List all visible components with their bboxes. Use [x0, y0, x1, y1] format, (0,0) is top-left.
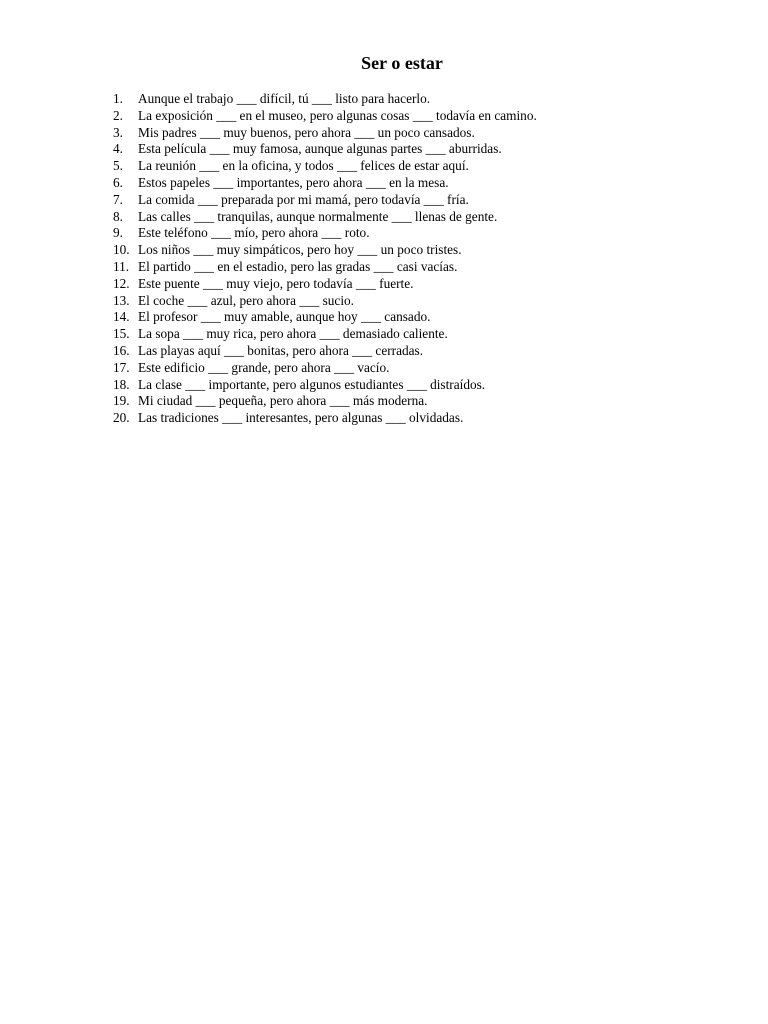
item-number: 2.	[113, 107, 123, 123]
item-number: 3.	[113, 124, 123, 140]
item-text: Mis padres ___ muy buenos, pero ahora ___ un poco cansados.	[138, 124, 475, 140]
item-text: Este puente ___ muy viejo, pero todavía ___ fuerte.	[138, 275, 414, 291]
list-item	[113, 343, 537, 360]
list-item	[113, 125, 537, 142]
item-text: Este teléfono ___ mío, pero ahora ___ roto.	[138, 225, 370, 241]
item-text: Este edificio ___ grande, pero ahora ___ vacío.	[138, 359, 390, 375]
item-number: 18.	[113, 376, 130, 392]
item-text: La clase ___ importante, pero algunos estudiantes ___ distraídos.	[138, 376, 486, 392]
list-item	[113, 276, 537, 293]
item-number: 14.	[113, 309, 130, 325]
list-item	[113, 293, 537, 310]
item-text: Las calles ___ tranquilas, aunque normalmente ___ llenas de gente.	[138, 208, 498, 224]
item-number: 20.	[113, 410, 130, 426]
item-text: Mi ciudad ___ pequeña, pero ahora ___ más moderna.	[138, 393, 428, 409]
item-number: 1.	[113, 91, 123, 106]
item-number: 16.	[113, 342, 130, 358]
item-text: La exposición ___ en el museo, pero algunas cosas ___ todavía en camino.	[138, 107, 537, 123]
list-item	[113, 377, 537, 394]
list-item	[113, 192, 537, 209]
item-number: 13.	[113, 292, 130, 308]
list-item	[113, 175, 537, 192]
item-text: La comida ___ preparada por mi mamá, pero todavía ___ fría.	[138, 191, 469, 207]
item-number: 9.	[113, 225, 123, 241]
item-text: El partido ___ en el estadio, pero las gradas ___ casi vacías.	[138, 258, 458, 274]
item-number: 17.	[113, 359, 130, 375]
list-item	[113, 158, 537, 175]
item-text: El coche ___ azul, pero ahora ___ sucio.	[138, 292, 354, 308]
list-item	[113, 141, 537, 158]
item-text: Las tradiciones ___ interesantes, pero algunas ___ olvidadas.	[138, 410, 464, 426]
list-item	[113, 225, 537, 242]
list-item	[113, 360, 537, 377]
list-item	[113, 242, 537, 259]
item-text: La sopa ___ muy rica, pero ahora ___ demasiado caliente.	[138, 326, 448, 342]
item-text: La reunión ___ en la oficina, y todos ___ felices de estar aquí.	[138, 158, 469, 174]
item-number: 19.	[113, 393, 130, 409]
item-number: 5.	[113, 158, 123, 174]
item-number: 4.	[113, 141, 123, 157]
item-number: 7.	[113, 191, 123, 207]
item-number: 6.	[113, 174, 123, 190]
item-text: Estos papeles ___ importantes, pero ahora ___ en la mesa.	[138, 174, 449, 190]
list-item	[113, 108, 537, 125]
list-item	[113, 209, 537, 226]
item-text: Esta película ___ muy famosa, aunque algunas partes ___ aburridas.	[138, 141, 502, 157]
item-number: 11.	[113, 258, 130, 274]
item-text: Las playas aquí ___ bonitas, pero ahora ___ cerradas.	[138, 342, 424, 358]
item-number: 12.	[113, 275, 130, 291]
item-number: 10.	[113, 242, 130, 258]
page-title: Ser o estar	[361, 53, 443, 73]
list-item	[113, 259, 537, 276]
exercise-list	[113, 91, 537, 427]
list-item	[113, 326, 537, 343]
item-text: Los niños ___ muy simpáticos, pero hoy ___ un poco tristes.	[138, 242, 462, 258]
list-item	[113, 393, 537, 410]
list-item	[113, 309, 537, 326]
item-text: El profesor ___ muy amable, aunque hoy ___ cansado.	[138, 309, 431, 325]
item-number: 8.	[113, 208, 123, 224]
item-number: 15.	[113, 326, 130, 342]
item-text: Aunque el trabajo ___ difícil, tú ___ listo para hacerlo.	[138, 91, 431, 106]
list-item	[113, 91, 537, 108]
list-item	[113, 410, 537, 427]
